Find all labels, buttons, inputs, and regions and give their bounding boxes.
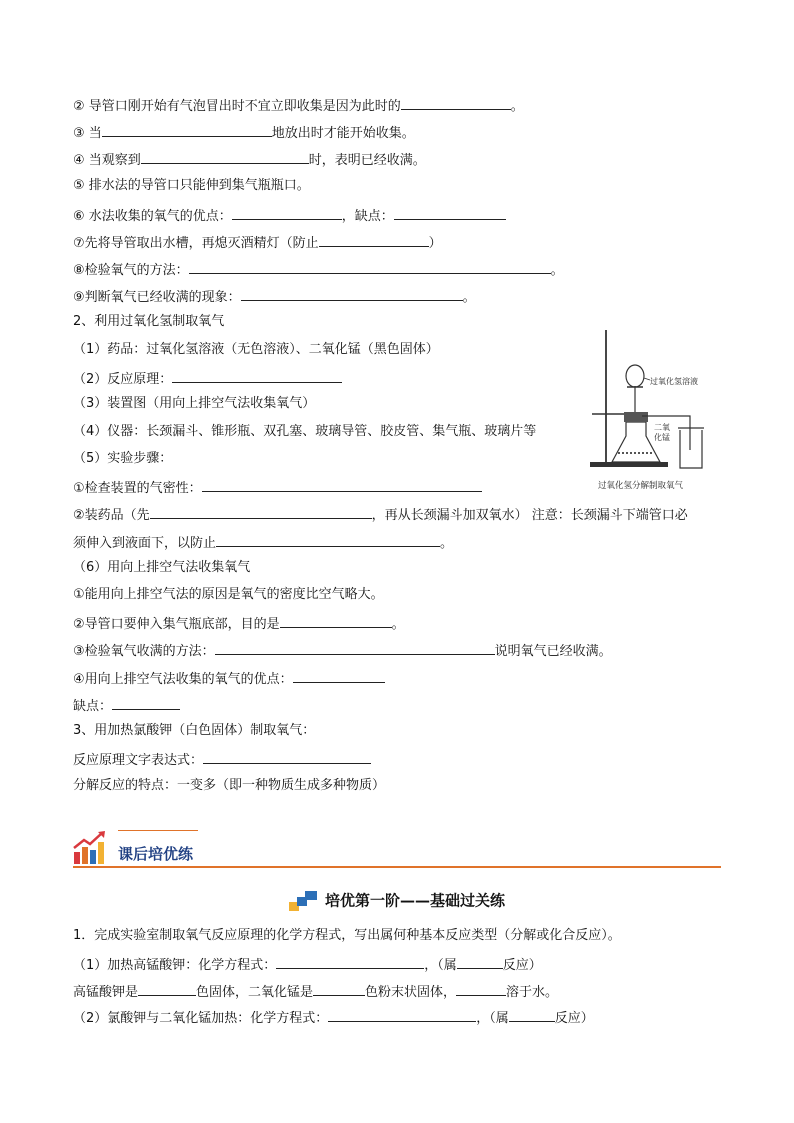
conical-flask xyxy=(612,422,660,462)
label-mno2-2: 化锰 xyxy=(654,433,670,442)
answer-blank[interactable] xyxy=(394,205,506,220)
text: ②导管口要伸入集气瓶底部，目的是 xyxy=(73,617,280,632)
answer-blank[interactable] xyxy=(241,286,463,301)
text: ⑨判断氧气已经收满的现象： xyxy=(73,290,241,305)
apparatus-figure xyxy=(584,326,724,496)
text: 色固体，二氧化锰是 xyxy=(196,985,314,1000)
text: ②装药品（先 xyxy=(73,508,150,523)
text: （1）加热高锰酸钾：化学方程式： xyxy=(73,958,277,973)
text: 须伸入到液面下，以防止 xyxy=(73,536,217,551)
answer-blank[interactable] xyxy=(150,504,372,519)
text: ④用向上排空气法收集的氧气的优点： xyxy=(73,672,293,687)
answer-blank[interactable] xyxy=(509,1007,555,1022)
text: 高锰酸钾是 xyxy=(73,985,139,1000)
answer-blank[interactable] xyxy=(232,205,342,220)
item-6 xyxy=(73,205,506,226)
question-1: 1．完成实验室制取氧气反应原理的化学方程式，写出属何种基本反应类型（分解或化合反应）。 xyxy=(73,928,621,943)
separatory-funnel xyxy=(626,365,644,387)
figure-caption: 过氧化氢分解制取氧气 xyxy=(598,481,684,491)
text: ③ 当 xyxy=(73,126,102,141)
text: ，（属 xyxy=(424,958,457,973)
answer-blank[interactable] xyxy=(276,954,424,969)
stopper xyxy=(624,412,648,422)
stage-title: 培优第一阶——基础过关练 xyxy=(324,891,505,910)
text: 反应原理文字表达式： xyxy=(73,753,204,768)
answer-blank[interactable] xyxy=(216,532,440,547)
answer-blank[interactable] xyxy=(141,149,309,164)
answer-blank[interactable] xyxy=(203,749,371,764)
answer-blank[interactable] xyxy=(189,259,551,274)
question-1-1 xyxy=(73,954,542,975)
text: 反应） xyxy=(554,1011,594,1026)
label-mno2-1: 二氧 xyxy=(654,423,670,432)
drugs: （1）药品：过氧化氢溶液（无色溶液）、二氧化锰（黑色固体） xyxy=(73,342,439,357)
stage-heading xyxy=(0,889,794,913)
banner-title: 课后培优练 xyxy=(118,845,194,863)
text: 地放出时才能开始收集。 xyxy=(271,126,415,141)
item-8 xyxy=(73,259,564,280)
answer-blank[interactable] xyxy=(319,232,429,247)
text: 时，表明已经收满。 xyxy=(308,153,426,168)
text: 色粉末状固体， xyxy=(365,985,457,1000)
text: ①检查装置的气密性： xyxy=(73,481,202,496)
collect-4 xyxy=(73,668,385,689)
decomposition-feature: 分解反应的特点：一变多（即一种物质生成多种物质） xyxy=(73,778,386,793)
item-5: ⑤ 排水法的导管口只能伸到集气瓶瓶口。 xyxy=(73,178,310,193)
text: ③检验氧气收满的方法： xyxy=(73,644,215,659)
text: 溶于水。 xyxy=(506,985,559,1000)
apparatus-heading: （3）装置图（用向上排空气法收集氧气） xyxy=(73,396,316,411)
text: ⑦先将导管取出水槽，再熄灭酒精灯（防止 xyxy=(73,236,319,251)
text: ） xyxy=(428,236,442,251)
collect-heading: （6）用向上排空气法收集氧气 xyxy=(73,560,251,575)
item-4 xyxy=(73,149,426,170)
text: 。 xyxy=(510,99,524,114)
text: 。 xyxy=(391,617,405,632)
answer-blank[interactable] xyxy=(401,95,511,110)
banner-accent-line xyxy=(118,830,198,831)
step-2 xyxy=(73,504,688,525)
instruments: （4）仪器：长颈漏斗、锥形瓶、双孔塞、玻璃导管、胶皮管、集气瓶、玻璃片等 xyxy=(73,424,537,439)
answer-blank[interactable] xyxy=(172,368,342,383)
label-hydrogen-peroxide: 过氧化氢溶液 xyxy=(650,377,698,386)
text: ，缺点： xyxy=(341,209,394,224)
section-2-heading: 2、利用过氧化氢制取氧气 xyxy=(73,314,225,329)
item-9 xyxy=(73,286,476,307)
answer-blank[interactable] xyxy=(202,477,482,492)
text: 缺点： xyxy=(73,699,113,714)
collect-5 xyxy=(73,695,180,716)
word-equation xyxy=(73,749,371,770)
text: ，（属 xyxy=(476,1011,509,1026)
stairs-icon xyxy=(289,889,319,913)
text: ② 导管口刚开始有气泡冒出时不宜立即收集是因为此时的 xyxy=(73,99,401,114)
collect-2 xyxy=(73,613,405,634)
item-3 xyxy=(73,122,415,143)
step-1 xyxy=(73,477,482,498)
text: （2）氯酸钾与二氧化锰加热：化学方程式： xyxy=(73,1011,329,1026)
answer-blank[interactable] xyxy=(457,954,503,969)
gas-jar xyxy=(680,430,702,468)
reaction-principle xyxy=(73,368,342,389)
answer-blank[interactable] xyxy=(138,981,196,996)
text: 反应） xyxy=(502,958,542,973)
answer-blank[interactable] xyxy=(102,122,272,137)
text: 。 xyxy=(440,536,454,551)
item-7 xyxy=(73,232,442,253)
growth-chart-icon xyxy=(72,830,108,864)
text: 。 xyxy=(462,290,476,305)
answer-blank[interactable] xyxy=(293,668,385,683)
steps-heading: （5）实验步骤： xyxy=(73,451,173,466)
answer-blank[interactable] xyxy=(215,640,495,655)
text: ⑥ 水法收集的氧气的优点： xyxy=(73,209,232,224)
item-2 xyxy=(73,95,524,116)
answer-blank[interactable] xyxy=(313,981,365,996)
collect-1: ①能用向上排空气法的原因是氧气的密度比空气略大。 xyxy=(73,587,384,602)
question-1-2 xyxy=(73,1007,594,1028)
step-2-cont xyxy=(73,532,453,553)
text: 说明氧气已经收满。 xyxy=(494,644,612,659)
text: ，再从长颈漏斗加双氧水） 注意：长颈漏斗下端管口必 xyxy=(371,508,688,523)
stand-base xyxy=(590,462,668,467)
question-1-colors xyxy=(73,981,558,1002)
answer-blank[interactable] xyxy=(280,613,392,628)
text: （2）反应原理： xyxy=(73,372,173,387)
answer-blank[interactable] xyxy=(328,1007,476,1022)
text: ④ 当观察到 xyxy=(73,153,141,168)
section-3-heading: 3、用加热氯酸钾（白色固体）制取氧气： xyxy=(73,723,316,738)
answer-blank[interactable] xyxy=(112,695,180,710)
collect-3 xyxy=(73,640,612,661)
text: ⑧检验氧气的方法： xyxy=(73,263,189,278)
answer-blank[interactable] xyxy=(456,981,506,996)
banner-divider xyxy=(73,866,721,868)
text: 。 xyxy=(550,263,564,278)
